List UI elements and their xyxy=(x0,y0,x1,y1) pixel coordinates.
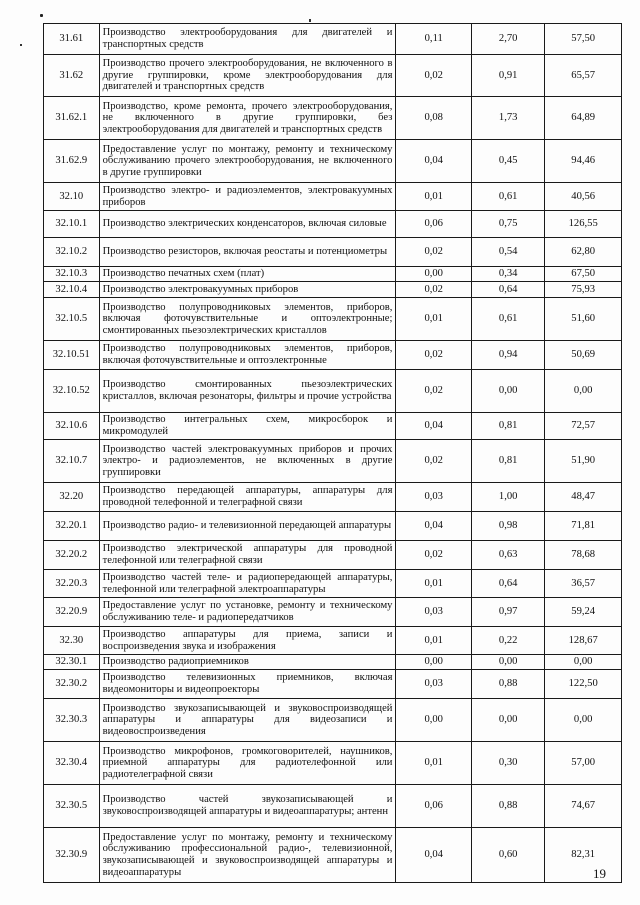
okved-code-cell: 32.20.2 xyxy=(44,541,100,570)
value-2-cell: 1,73 xyxy=(471,97,544,140)
value-3-cell: 62,80 xyxy=(545,238,622,267)
activity-name-cell: Производство телевизионных приемников, включая видеомониторы и видеопроекторы xyxy=(99,670,396,699)
value-2-cell: 0,91 xyxy=(471,55,544,97)
value-2-cell: 0,81 xyxy=(471,413,544,440)
activity-name-cell: Производство микрофонов, громкоговорителей, наушников, приемной аппаратуры для радиотелефонной или радиотелеграфной связи xyxy=(99,742,396,785)
okved-code-cell: 32.10.6 xyxy=(44,413,100,440)
value-1-cell: 0,04 xyxy=(396,512,472,541)
value-1-cell: 0,02 xyxy=(396,238,472,267)
value-3-cell: 72,57 xyxy=(545,413,622,440)
value-3-cell: 50,69 xyxy=(545,341,622,370)
value-1-cell: 0,03 xyxy=(396,483,472,512)
table-row xyxy=(44,298,622,341)
okved-code-cell: 32.10.3 xyxy=(44,267,100,282)
okved-code-cell: 32.10.51 xyxy=(44,341,100,370)
value-2-cell: 0,00 xyxy=(471,655,544,670)
activity-name-cell: Производство аппаратуры для приема, записи и воспроизведения звука и изображения xyxy=(99,627,396,655)
scan-speck xyxy=(20,44,22,46)
table-row xyxy=(44,670,622,699)
value-3-cell: 57,50 xyxy=(545,24,622,55)
activity-name-cell: Производство электрической аппаратуры для проводной телефонной или телеграфной связи xyxy=(99,541,396,570)
activity-name-cell: Производство частей звукозаписывающей и звуковоспроизводящей аппаратуры и видеоаппаратуры; антенн xyxy=(99,785,396,828)
value-2-cell: 0,81 xyxy=(471,440,544,483)
okved-code-cell: 32.10.5 xyxy=(44,298,100,341)
value-3-cell: 75,93 xyxy=(545,282,622,298)
value-3-cell: 57,00 xyxy=(545,742,622,785)
value-3-cell: 0,00 xyxy=(545,699,622,742)
value-1-cell: 0,02 xyxy=(396,282,472,298)
value-1-cell: 0,00 xyxy=(396,655,472,670)
value-1-cell: 0,00 xyxy=(396,699,472,742)
value-1-cell: 0,04 xyxy=(396,140,472,183)
value-1-cell: 0,01 xyxy=(396,627,472,655)
value-3-cell: 48,47 xyxy=(545,483,622,512)
okved-code-cell: 32.30.1 xyxy=(44,655,100,670)
table-row xyxy=(44,370,622,413)
table-row xyxy=(44,440,622,483)
activity-name-cell: Предоставление услуг по монтажу, ремонту и техническому обслуживанию профессиональной радио-, телевизионной, звукозаписывающей и звуковоспроизводящей аппаратуры и видеоаппаратуры xyxy=(99,828,396,883)
value-3-cell: 94,46 xyxy=(545,140,622,183)
value-2-cell: 0,64 xyxy=(471,570,544,598)
activity-name-cell: Производство электрооборудования для двигателей и транспортных средств xyxy=(99,24,396,55)
table-row xyxy=(44,699,622,742)
value-1-cell: 0,04 xyxy=(396,413,472,440)
table-row xyxy=(44,483,622,512)
okved-code-cell: 32.10.7 xyxy=(44,440,100,483)
okved-code-cell: 31.62.1 xyxy=(44,97,100,140)
activity-name-cell: Предоставление услуг по установке, ремонту и техническому обслуживанию теле- и радиопередатчиков xyxy=(99,598,396,627)
value-2-cell: 0,94 xyxy=(471,341,544,370)
okved-code-cell: 32.30 xyxy=(44,627,100,655)
value-2-cell: 0,88 xyxy=(471,670,544,699)
scan-speck xyxy=(40,14,43,17)
value-1-cell: 0,01 xyxy=(396,183,472,211)
table-row xyxy=(44,140,622,183)
okved-code-cell: 32.20.9 xyxy=(44,598,100,627)
industry-coefficients-table xyxy=(43,23,622,883)
value-3-cell: 64,89 xyxy=(545,97,622,140)
table-row xyxy=(44,785,622,828)
value-2-cell: 0,45 xyxy=(471,140,544,183)
value-2-cell: 0,97 xyxy=(471,598,544,627)
value-2-cell: 0,61 xyxy=(471,183,544,211)
okved-code-cell: 32.10.4 xyxy=(44,282,100,298)
table-row xyxy=(44,413,622,440)
value-1-cell: 0,03 xyxy=(396,598,472,627)
okved-code-cell: 32.10.52 xyxy=(44,370,100,413)
scan-speck xyxy=(309,19,311,22)
value-3-cell: 36,57 xyxy=(545,570,622,598)
activity-name-cell: Производство электро- и радиоэлементов, электровакуумных приборов xyxy=(99,183,396,211)
value-3-cell: 67,50 xyxy=(545,267,622,282)
table-row xyxy=(44,828,622,883)
okved-code-cell: 31.62.9 xyxy=(44,140,100,183)
activity-name-cell: Производство частей теле- и радиопередающей аппаратуры, телефонной или телеграфной электроаппаратуры xyxy=(99,570,396,598)
value-3-cell: 51,60 xyxy=(545,298,622,341)
activity-name-cell: Производство полупроводниковых элементов, приборов, включая фоточувствительные и оптоэлектронные xyxy=(99,341,396,370)
table-row xyxy=(44,267,622,282)
table-row xyxy=(44,97,622,140)
okved-code-cell: 32.30.2 xyxy=(44,670,100,699)
value-3-cell: 128,67 xyxy=(545,627,622,655)
table-row xyxy=(44,341,622,370)
value-2-cell: 1,00 xyxy=(471,483,544,512)
table-row xyxy=(44,570,622,598)
value-3-cell: 82,31 xyxy=(545,828,622,883)
page-number: 19 xyxy=(593,866,606,881)
value-1-cell: 0,00 xyxy=(396,267,472,282)
value-3-cell: 59,24 xyxy=(545,598,622,627)
value-3-cell: 0,00 xyxy=(545,655,622,670)
okved-code-cell: 32.30.9 xyxy=(44,828,100,883)
table-row xyxy=(44,55,622,97)
table-body xyxy=(44,24,622,883)
value-3-cell: 71,81 xyxy=(545,512,622,541)
value-3-cell: 51,90 xyxy=(545,440,622,483)
table-row xyxy=(44,598,622,627)
value-3-cell: 74,67 xyxy=(545,785,622,828)
value-1-cell: 0,03 xyxy=(396,670,472,699)
value-2-cell: 0,75 xyxy=(471,211,544,238)
value-2-cell: 0,64 xyxy=(471,282,544,298)
value-2-cell: 0,88 xyxy=(471,785,544,828)
value-3-cell: 78,68 xyxy=(545,541,622,570)
activity-name-cell: Производство печатных схем (плат) xyxy=(99,267,396,282)
value-1-cell: 0,01 xyxy=(396,570,472,598)
activity-name-cell: Производство резисторов, включая реостаты и потенциометры xyxy=(99,238,396,267)
table-row xyxy=(44,24,622,55)
value-2-cell: 0,54 xyxy=(471,238,544,267)
activity-name-cell: Производство звукозаписывающей и звуковоспроизводящей аппаратуры и аппаратуры для видеозаписи и видеовоспроизведения xyxy=(99,699,396,742)
value-1-cell: 0,01 xyxy=(396,742,472,785)
table-row xyxy=(44,282,622,298)
okved-code-cell: 31.61 xyxy=(44,24,100,55)
table-row xyxy=(44,541,622,570)
value-3-cell: 126,55 xyxy=(545,211,622,238)
activity-name-cell: Предоставление услуг по монтажу, ремонту и техническому обслуживанию прочего электрооборудования, не включенного в другие группировки xyxy=(99,140,396,183)
activity-name-cell: Производство радиоприемников xyxy=(99,655,396,670)
value-2-cell: 0,00 xyxy=(471,699,544,742)
table-row xyxy=(44,742,622,785)
okved-code-cell: 32.10.1 xyxy=(44,211,100,238)
value-1-cell: 0,02 xyxy=(396,370,472,413)
value-2-cell: 0,30 xyxy=(471,742,544,785)
value-2-cell: 0,98 xyxy=(471,512,544,541)
value-1-cell: 0,08 xyxy=(396,97,472,140)
activity-name-cell: Производство радио- и телевизионной передающей аппаратуры xyxy=(99,512,396,541)
value-2-cell: 0,60 xyxy=(471,828,544,883)
value-2-cell: 0,61 xyxy=(471,298,544,341)
table-row xyxy=(44,627,622,655)
activity-name-cell: Производство, кроме ремонта, прочего электрооборудования, не включенного в другие группировки, без электрооборудования для двигателей и транспортных средств xyxy=(99,97,396,140)
activity-name-cell: Производство смонтированных пьезоэлектрических кристаллов, включая резонаторы, фильтры и прочие устройства xyxy=(99,370,396,413)
okved-code-cell: 31.62 xyxy=(44,55,100,97)
value-1-cell: 0,02 xyxy=(396,541,472,570)
value-2-cell: 0,22 xyxy=(471,627,544,655)
okved-code-cell: 32.30.4 xyxy=(44,742,100,785)
table-row xyxy=(44,512,622,541)
activity-name-cell: Производство электровакуумных приборов xyxy=(99,282,396,298)
okved-code-cell: 32.20.3 xyxy=(44,570,100,598)
activity-name-cell: Производство электрических конденсаторов, включая силовые xyxy=(99,211,396,238)
value-1-cell: 0,04 xyxy=(396,828,472,883)
value-1-cell: 0,01 xyxy=(396,298,472,341)
value-1-cell: 0,02 xyxy=(396,55,472,97)
table-row xyxy=(44,238,622,267)
value-2-cell: 0,00 xyxy=(471,370,544,413)
okved-code-cell: 32.30.5 xyxy=(44,785,100,828)
okved-code-cell: 32.10.2 xyxy=(44,238,100,267)
value-1-cell: 0,02 xyxy=(396,341,472,370)
activity-name-cell: Производство полупроводниковых элементов, приборов, включая фоточувствительные и оптоэлектронные; смонтированных пьезоэлектрических кристаллов xyxy=(99,298,396,341)
value-2-cell: 2,70 xyxy=(471,24,544,55)
value-1-cell: 0,02 xyxy=(396,440,472,483)
value-3-cell: 65,57 xyxy=(545,55,622,97)
okved-code-cell: 32.10 xyxy=(44,183,100,211)
table-row xyxy=(44,183,622,211)
value-1-cell: 0,11 xyxy=(396,24,472,55)
value-1-cell: 0,06 xyxy=(396,211,472,238)
value-2-cell: 0,63 xyxy=(471,541,544,570)
value-1-cell: 0,06 xyxy=(396,785,472,828)
okved-code-cell: 32.30.3 xyxy=(44,699,100,742)
activity-name-cell: Производство интегральных схем, микросборок и микромодулей xyxy=(99,413,396,440)
value-3-cell: 122,50 xyxy=(545,670,622,699)
activity-name-cell: Производство частей электровакуумных приборов и прочих электро- и радиоэлементов, не включенных в другие группировки xyxy=(99,440,396,483)
okved-code-cell: 32.20.1 xyxy=(44,512,100,541)
value-3-cell: 0,00 xyxy=(545,370,622,413)
activity-name-cell: Производство прочего электрооборудования, не включенного в другие группировки, кроме электрооборудования для двигателей и транспортных средств xyxy=(99,55,396,97)
table-row xyxy=(44,211,622,238)
activity-name-cell: Производство передающей аппаратуры, аппаратуры для проводной телефонной и телеграфной связи xyxy=(99,483,396,512)
value-2-cell: 0,34 xyxy=(471,267,544,282)
okved-code-cell: 32.20 xyxy=(44,483,100,512)
table-row xyxy=(44,655,622,670)
value-3-cell: 40,56 xyxy=(545,183,622,211)
